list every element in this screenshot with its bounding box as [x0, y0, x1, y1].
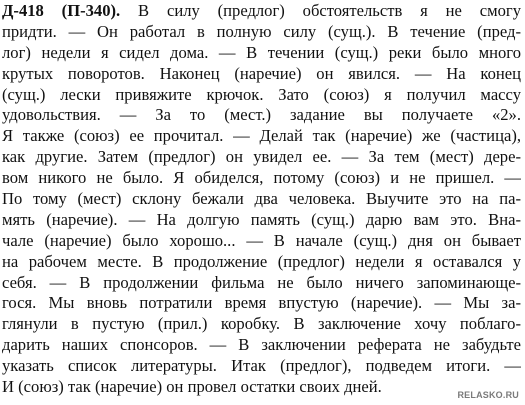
exercise-text	[2, 1, 521, 398]
site-watermark: RELASKO.RU	[457, 390, 519, 400]
text-line-4: крутых поворотов. Наконец (наречие) он явился. — На конец	[2, 63, 521, 83]
text-line-2: придти. — Он работал в полную силу (сущ.). В течение (пред-	[2, 21, 521, 41]
text-line-5: (сущ.) лески привяжите крючок. Зато (союз) я получил массу	[2, 84, 521, 104]
text-line-18: указать список литературы. Итак (предлог), подведем итоги. —	[2, 356, 521, 376]
text-line-16: глянули в пустую (прил.) коробку. В заключение хочу поблаго-	[2, 314, 521, 334]
text-line-1	[2, 1, 521, 22]
text-line-1-body: В силу (предлог) обстоятельств я не смогу	[120, 1, 521, 20]
text-line-19: И (союз) так (наречие) он провел остатки своих дней.	[2, 377, 382, 397]
text-line-14: себя. — В продолжении фильма не было ничего запоминающе-	[2, 272, 521, 292]
task-number: Д-418 (П-340).	[2, 1, 121, 20]
text-line-17: дарить наших спонсоров. — В заключении реферата не забудьте	[2, 335, 521, 355]
text-line-6: удовольствия. — За то (мест.) задание вы получаете «2».	[2, 105, 521, 125]
text-line-15: гося. Мы вновь потратили время впустую (наречие). — Мы за-	[2, 293, 521, 313]
text-line-9: вом никого не было. Я обиделся, потому (союз) и не пришел. —	[2, 168, 521, 188]
text-line-13: на рабочем месте. В продолжение (предлог) недели я оставался у	[2, 251, 521, 271]
text-line-10: По тому (мест) склону бежали два человека. Выучите это на па-	[2, 189, 521, 209]
text-line-12: чале (наречие) было хорошо... — В начале (сущ.) дня он бывает	[2, 230, 521, 250]
text-line-8: как другие. Затем (предлог) он увидел ее. — За тем (мест) дере-	[2, 147, 521, 167]
text-line-7: Я также (союз) ее прочитал. — Делай так (наречие) же (частица),	[2, 126, 521, 146]
text-line-3: лог) недели я сидел дома. — В течении (сущ.) реки было много	[2, 42, 521, 62]
text-line-11: мять (наречие). — На долгую память (сущ.) дарю вам это. Вна-	[2, 209, 521, 229]
